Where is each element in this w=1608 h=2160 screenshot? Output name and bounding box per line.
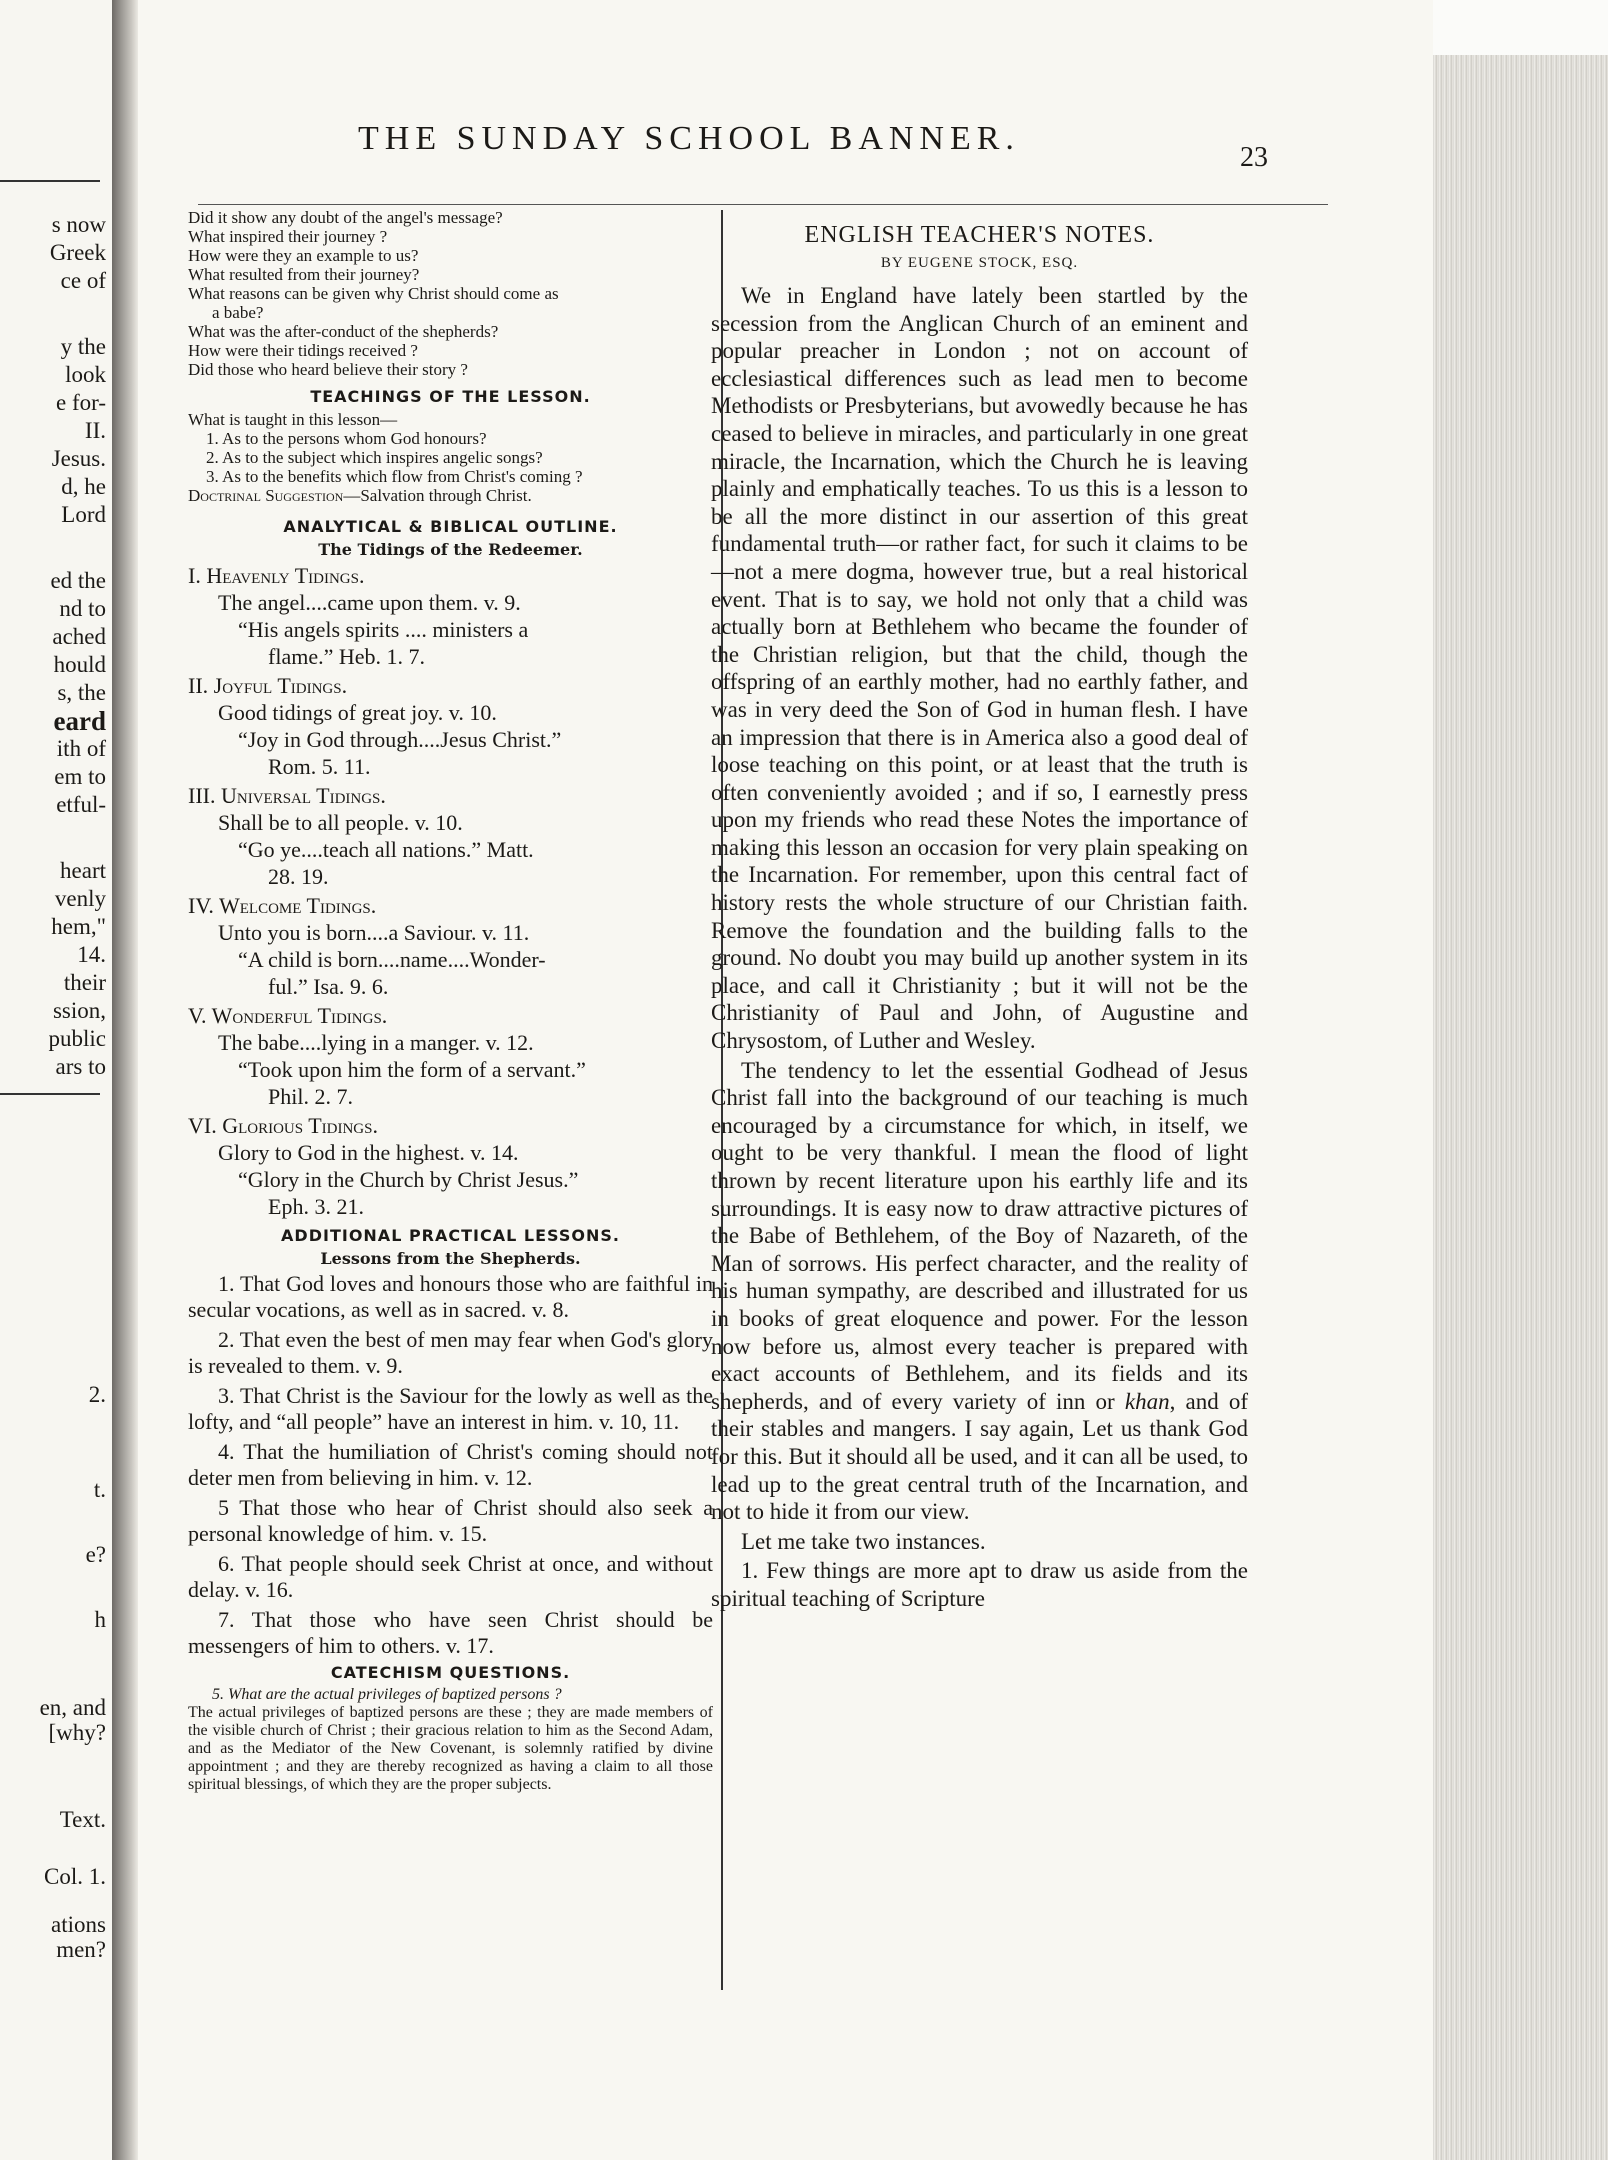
outline-quote-continuation: Eph. 3. 21.: [268, 1194, 364, 1219]
catechism-question: 5. What are the actual privileges of baptized persons ?: [212, 1686, 562, 1703]
outline-quote: “Go ye....teach all nations.” Matt.: [238, 837, 534, 862]
facing-page-fragment: Greek: [49, 240, 106, 265]
facing-page-fragment: Lord: [61, 502, 106, 527]
outline-heading-item: VI. Glorious Tidings.: [188, 1113, 378, 1138]
outline-quote-continuation: Rom. 5. 11.: [268, 754, 371, 779]
outline-heading-item: V. Wonderful Tidings.: [188, 1003, 388, 1028]
outline-subheading: The Tidings of the Redeemer.: [318, 540, 583, 559]
facing-page-rule: [0, 1093, 100, 1095]
facing-page-fragment: e?: [85, 1542, 106, 1567]
facing-page-fragment: [why?: [48, 1720, 106, 1745]
doctrinal-text: —Salvation through Christ.: [343, 486, 532, 505]
outline-quote-continuation: flame.” Heb. 1. 7.: [268, 644, 425, 669]
teaching-item: 2. As to the subject which inspires angelic songs?: [206, 448, 543, 467]
facing-page-fragment: II.: [84, 418, 106, 443]
notes-paragraph-1: We in England have lately been startled by the secession from the Anglican Church of an eminent and popular preacher in London ; not on account of ecclesiastical differences such as lead men to become Methodists or Presbyterians, but avowedly because he has ceased to believe in miracles, and particularly in one great miracle, the Incarnation, which the Church he is leaving plainly and emphatically teaches. To us this is a lesson to be all the more distinct in our assertion of this great fundamental truth—or rather fact, for such it claims to be—not a mere dogma, however true, but a real historical event. That is to say, we hold not only that a child was actually born at Bethlehem who became the founder of the Christian religion, but that the child, though the offspring of an earthly mother, had no earthly father, and was in very deed the Son of God in human flesh. I have an impression that there is in America also a good deal of loose teaching on this point, or at least that the truth is often conveniently avoided ; and if so, I earnestly press upon my friends who read these Notes the importance of making this lesson an occasion for very plain speaking on the Incarnation. For remember, upon this central fact of history rests the whole structure of our Christian faith. Remove the foundation and the building falls to the ground. No doubt you may build up another system in its place, and call it Christianity ; but it will not be the Christianity of Paul and John, of Augustine and Chrysostom, of Luther and Wesley.: [711, 283, 1248, 1054]
practical-list: [188, 1271, 713, 1659]
facing-page-fragment: Jesus.: [51, 446, 106, 471]
question-item: How were they an example to us?: [188, 246, 419, 265]
left-column: [188, 208, 713, 1794]
practical-heading: ADDITIONAL PRACTICAL LESSONS.: [281, 1226, 620, 1245]
practical-subheading: Lessons from the Shepherds.: [320, 1249, 581, 1268]
facing-page-fragment: t.: [93, 1477, 106, 1502]
page-edges: [1433, 55, 1608, 2160]
outline-quote-continuation: ful.” Isa. 9. 6.: [268, 974, 389, 999]
outline-heading: ANALYTICAL & BIBLICAL OUTLINE.: [283, 517, 618, 536]
outline-list: [188, 562, 713, 1220]
facing-page-fragment: s, the: [57, 680, 106, 705]
facing-page-fragment: etful-: [56, 792, 106, 817]
book-gutter: [112, 0, 138, 2160]
page-number: 23: [1240, 142, 1268, 173]
facing-page-fragment: eard: [53, 706, 106, 736]
header-rule: [198, 204, 1328, 205]
page-edges-top: [1433, 0, 1608, 55]
question-item: What was the after-conduct of the shepherds?: [188, 322, 499, 341]
outline-quote: “Glory in the Church by Christ Jesus.”: [238, 1167, 579, 1192]
teaching-item: 3. As to the benefits which flow from Christ's coming ?: [206, 467, 583, 486]
practical-lesson: 5 That those who hear of Christ should also seek a personal knowledge of him. v. 15.: [188, 1495, 713, 1546]
khan-word: khan: [1124, 1388, 1170, 1414]
facing-page-fragment: 14.: [77, 942, 106, 967]
notes-title: ENGLISH TEACHER'S NOTES.: [804, 222, 1155, 248]
catechism-heading: CATECHISM QUESTIONS.: [330, 1663, 571, 1682]
notes-paragraph-2-start: The tendency to let the essential Godhead of Jesus Christ fall into the background of our teaching is much encouraged by a circumstance for which, in itself, we ought to be very thankful. I mean the flood of light thrown by recent literature upon his earthly life and its surroundings. It is easy now to draw attractive pictures of the Babe of Bethlehem, of the Boy of Nazareth, of the Man of sorrows. His perfect character, and the reality of his human sympathy, are described and illustrated for us in books of great eloquence and power. For the lesson now before us, almost every teacher is prepared with exact accounts of Bethlehem, and its fields and its shepherds, and of every variety of inn or: [711, 1057, 1248, 1414]
practical-lesson: 4. That the humiliation of Christ's coming should not deter men from believing in him. v. 12.: [188, 1439, 713, 1490]
outline-quote: “Took upon him the form of a servant.”: [238, 1057, 586, 1082]
practical-lesson: 6. That people should seek Christ at once, and without delay. v. 16.: [188, 1551, 713, 1602]
question-item: a babe?: [212, 303, 264, 322]
outline-heading-item: IV. Welcome Tidings.: [188, 893, 377, 918]
question-item: How were their tidings received ?: [188, 341, 418, 360]
outline-quote: “Joy in God through....Jesus Christ.”: [238, 727, 562, 752]
facing-page-fragment: 2.: [88, 1382, 106, 1407]
notes-paragraph-3: Let me take two instances.: [741, 1528, 986, 1554]
facing-page-fragment: hem,": [51, 914, 106, 939]
teachings-intro: What is taught in this lesson—: [188, 410, 398, 429]
notes-paragraph-2: [711, 1057, 1248, 1526]
facing-page-fragment: y the: [60, 334, 106, 359]
outline-line: Unto you is born....a Saviour. v. 11.: [218, 920, 530, 945]
facing-page-fragment: ars to: [55, 1054, 106, 1079]
journal-title: THE SUNDAY SCHOOL BANNER.: [358, 120, 1020, 157]
facing-page-fragment: hould: [53, 652, 106, 677]
facing-page-fragment: nd to: [59, 596, 106, 621]
facing-page-fragment: ssion,: [52, 998, 106, 1023]
practical-lesson: 7. That those who have seen Christ should be messengers of him to others. v. 17.: [188, 1607, 713, 1658]
facing-page: [0, 0, 114, 2160]
teachings-list: [188, 429, 713, 486]
practical-lesson: 1. That God loves and honours those who are faithful in secular vocations, as well as in sacred. v. 8.: [188, 1271, 713, 1322]
facing-page-fragment: look: [65, 362, 106, 387]
facing-page-fragment: em to: [54, 764, 106, 789]
question-item: Did those who heard believe their story ?: [188, 360, 468, 379]
facing-page-fragment: venly: [54, 886, 106, 911]
facing-page-fragment: ations: [51, 1912, 106, 1937]
notes-paragraph-4: 1. Few things are more apt to draw us aside from the spiritual teaching of Scripture: [711, 1558, 1248, 1611]
facing-page-fragment: ith of: [56, 736, 106, 761]
facing-page-fragment: h: [94, 1607, 106, 1632]
question-item: What reasons can be given why Christ should come as: [188, 284, 559, 303]
facing-page-fragment: d, he: [61, 474, 106, 499]
facing-page-rule: [0, 180, 100, 182]
main-page: [138, 0, 1433, 2160]
practical-lesson: 2. That even the best of men may fear when God's glory is revealed to them. v. 9.: [188, 1327, 713, 1378]
question-item: What inspired their journey ?: [188, 227, 388, 246]
outline-quote-continuation: Phil. 2. 7.: [268, 1084, 353, 1109]
outline-quote-continuation: 28. 19.: [268, 864, 329, 889]
outline-line: The babe....lying in a manger. v. 12.: [218, 1030, 534, 1055]
question-item: What resulted from their journey?: [188, 265, 420, 284]
facing-page-fragment: ed the: [50, 568, 106, 593]
facing-page-fragment: s now: [51, 212, 106, 237]
facing-page-fragment: ached: [52, 624, 106, 649]
doctrinal-label: Doctrinal Suggestion: [188, 486, 344, 505]
facing-page-fragment: heart: [60, 858, 106, 883]
teaching-item: 1. As to the persons whom God honours?: [206, 429, 487, 448]
outline-quote: “A child is born....name....Wonder-: [238, 947, 546, 972]
outline-line: Shall be to all people. v. 10.: [218, 810, 463, 835]
practical-lesson: 3. That Christ is the Saviour for the lowly as well as the lofty, and “all people” have an interest in him. v. 10, 11.: [188, 1383, 713, 1434]
facing-page-fragment: e for-: [56, 390, 106, 415]
teachings-heading: TEACHINGS OF THE LESSON.: [310, 387, 591, 406]
outline-quote: “His angels spirits .... ministers a: [238, 617, 529, 642]
catechism-answer: The actual privileges of baptized persons are these ; they are made members of the visible church of Christ ; their gracious relation to him as the Second Adam, and as the Mediator of the New Covenant, is solemnly ratified by divine appointment ; and they are thereby recognized as having a claim to all those spiritual blessings, of which they are the proper subjects.: [188, 1704, 713, 1793]
outline-heading-item: I. Heavenly Tidings.: [188, 563, 365, 588]
outline-line: Glory to God in the highest. v. 14.: [218, 1140, 519, 1165]
facing-page-fragment: their: [63, 970, 106, 995]
outline-heading-item: II. Joyful Tidings.: [188, 673, 348, 698]
doctrinal-suggestion: [188, 486, 713, 505]
question-item: Did it show any doubt of the angel's message?: [188, 208, 503, 227]
notes-paragraph-2-end: , and of their stables and mangers. I say again, Let us thank God for this. But it should all be used, and it can all be used, to lead up to the great central truth of the Incarnation, and not to hide it from our view.: [711, 1388, 1248, 1525]
notes-byline: BY EUGENE STOCK, ESQ.: [880, 255, 1079, 271]
outline-heading-item: III. Universal Tidings.: [188, 783, 386, 808]
outline-line: Good tidings of great joy. v. 10.: [218, 700, 497, 725]
running-head: [138, 120, 1433, 173]
facing-page-fragment: men?: [56, 1937, 106, 1962]
facing-page-fragment: Text.: [59, 1807, 106, 1832]
facing-page-fragment: public: [48, 1026, 106, 1051]
facing-page-fragment: ce of: [60, 268, 106, 293]
right-column: [711, 222, 1248, 1615]
facing-page-fragment: Col. 1.: [44, 1864, 106, 1889]
question-list: [188, 208, 713, 379]
facing-page-fragment: en, and: [39, 1695, 106, 1720]
outline-line: The angel....came upon them. v. 9.: [218, 590, 521, 615]
